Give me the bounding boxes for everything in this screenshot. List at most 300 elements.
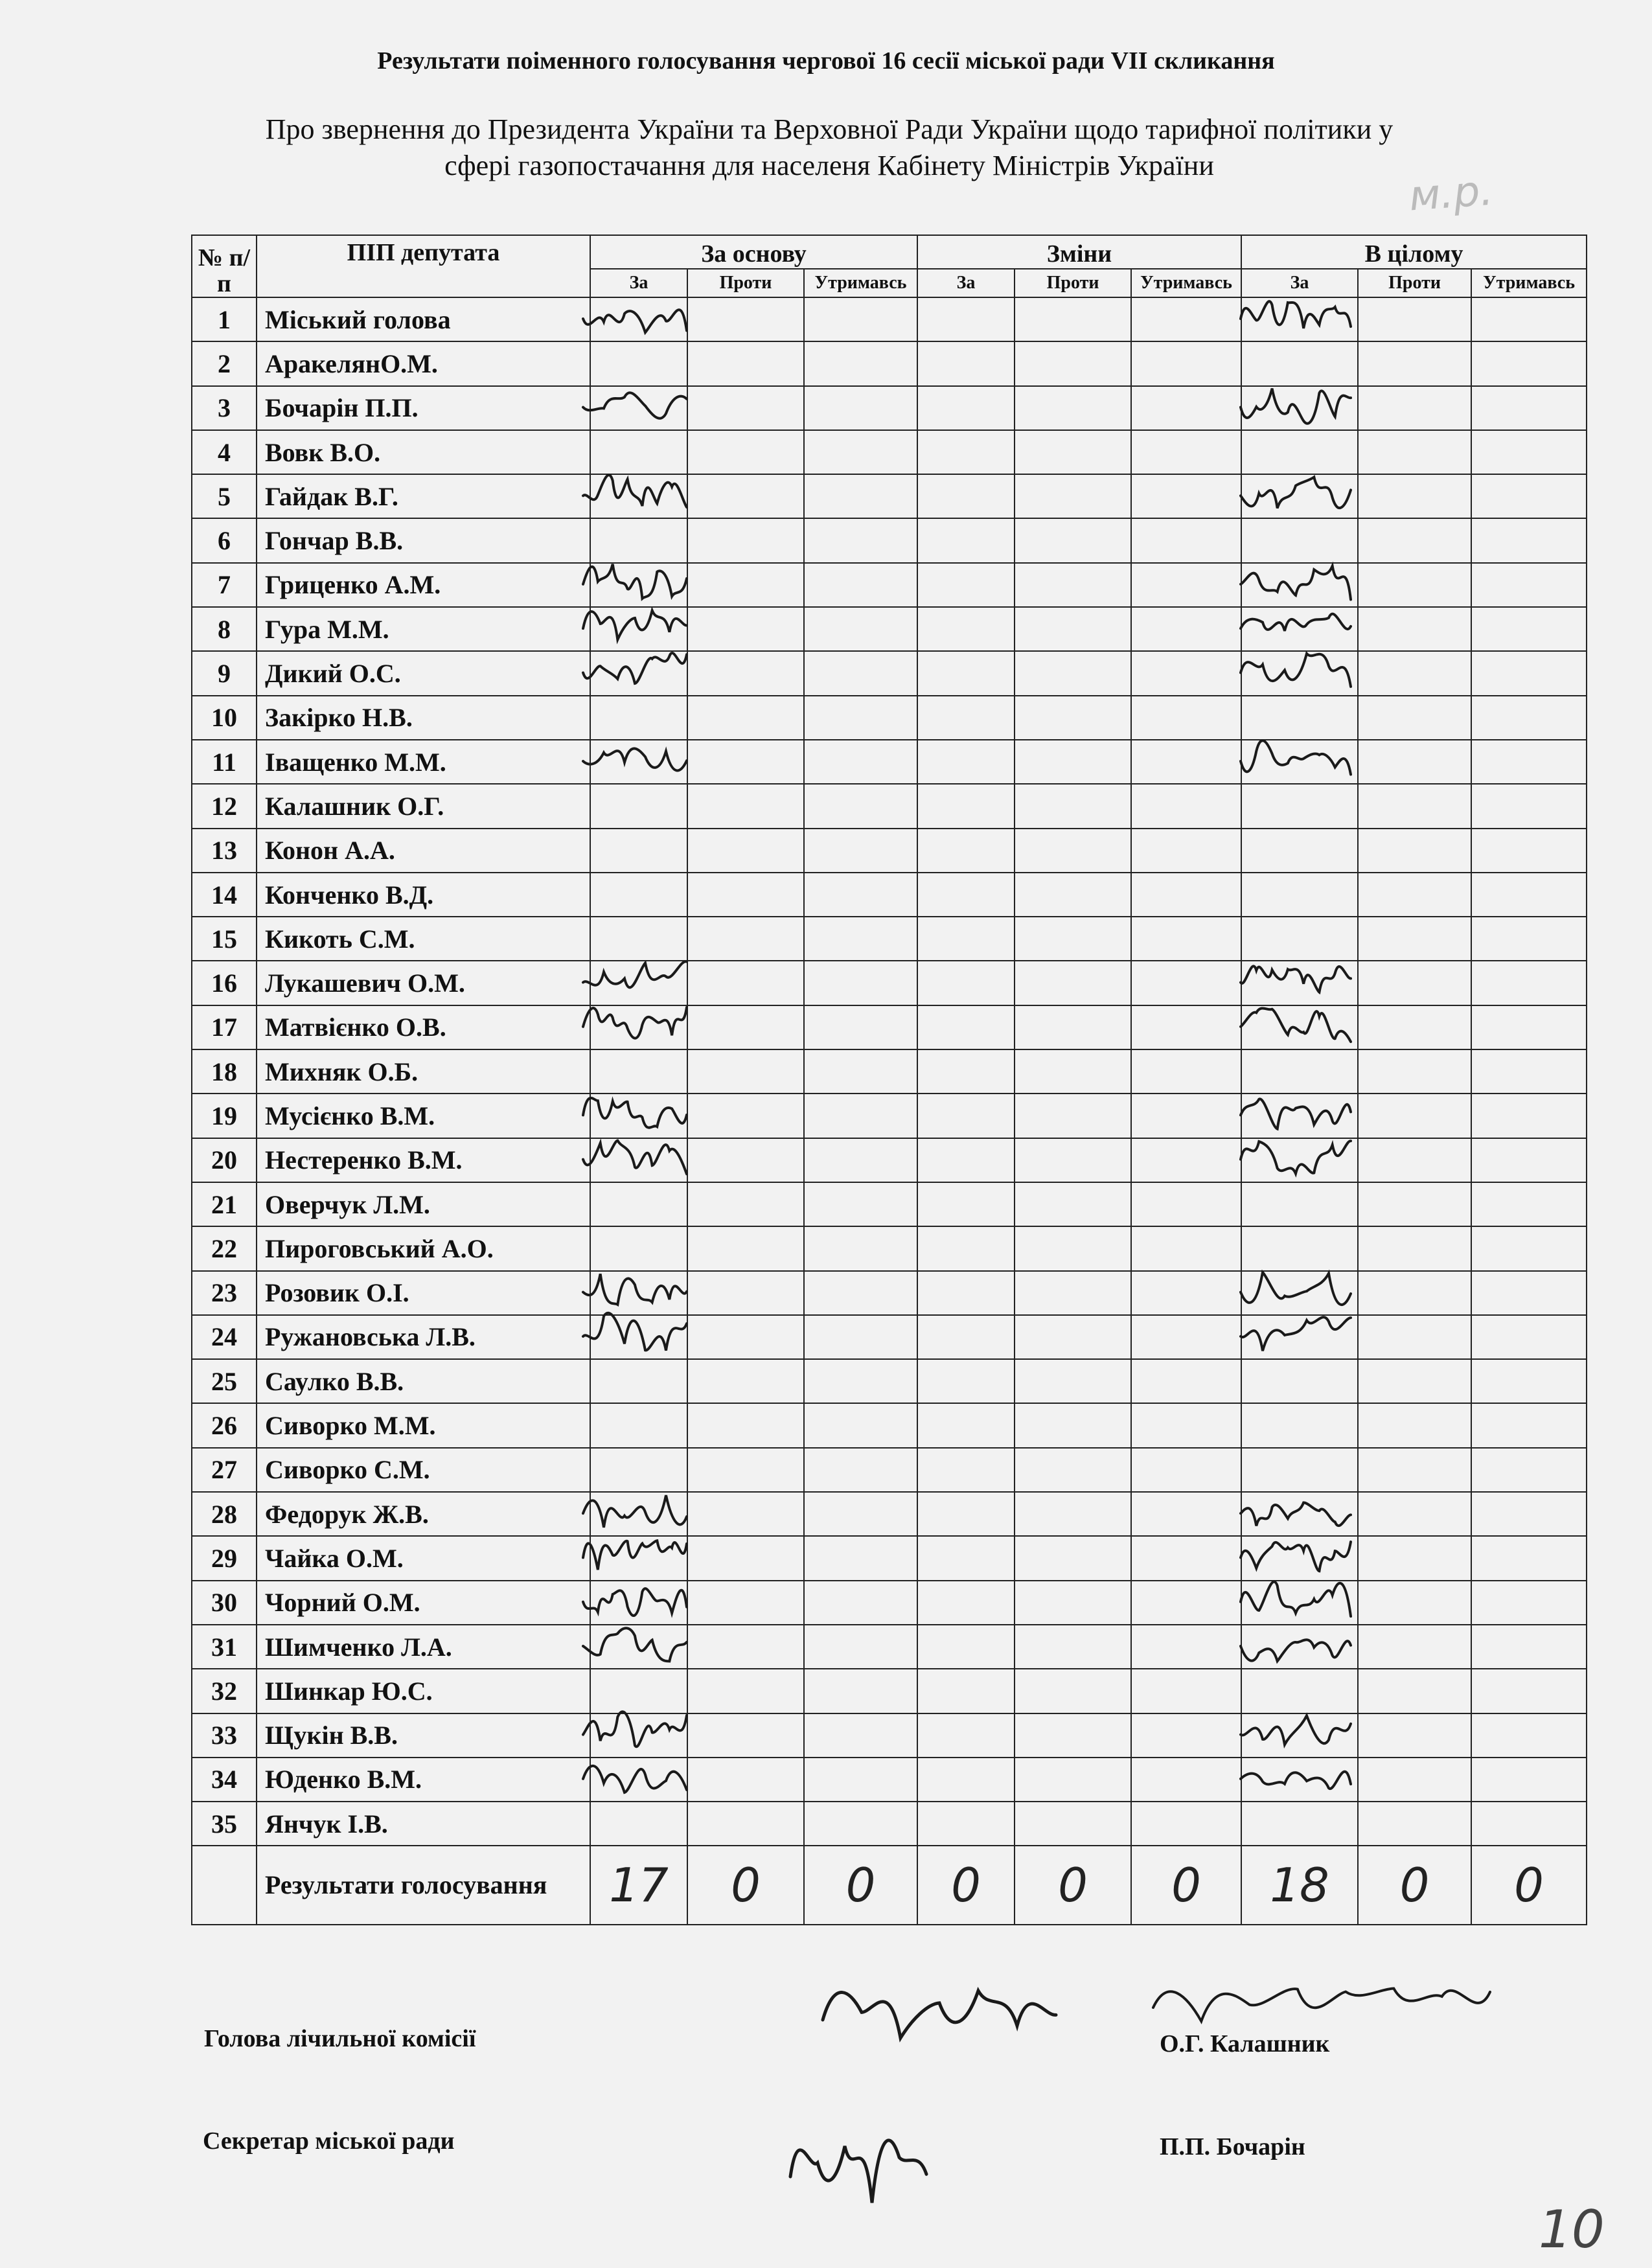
vote-cell [1241, 696, 1358, 740]
vote-cell [917, 873, 1015, 917]
vote-cell [1471, 1359, 1587, 1403]
deputy-name: Мусієнко В.М. [257, 1094, 590, 1138]
vote-cell [1131, 1315, 1241, 1359]
vote-cell [687, 386, 804, 430]
vote-cell [1241, 1713, 1358, 1758]
vote-cell [1471, 297, 1587, 341]
deputy-name: Шимченко Л.А. [257, 1625, 590, 1669]
vote-cell [1241, 740, 1358, 784]
vote-cell [1241, 1403, 1358, 1447]
vote-cell [917, 917, 1015, 961]
row-number: 1 [192, 297, 257, 341]
vote-cell [1471, 341, 1587, 385]
result-total: 0 [917, 1846, 1015, 1925]
deputy-name: Іващенко М.М. [257, 740, 590, 784]
deputy-name: Оверчук Л.М. [257, 1182, 590, 1226]
vote-cell [1241, 1359, 1358, 1403]
vote-cell [687, 563, 804, 607]
vote-cell [1471, 1536, 1587, 1580]
vote-cell [804, 829, 917, 873]
deputy-name: Лукашевич О.М. [257, 961, 590, 1005]
table-row [192, 740, 1587, 784]
vote-cell [1241, 1138, 1358, 1182]
vote-cell [1358, 1226, 1471, 1270]
vote-cell [917, 829, 1015, 873]
vote-cell [1471, 563, 1587, 607]
vote-cell [687, 784, 804, 828]
vote-cell [687, 1403, 804, 1447]
deputy-name: Ружановська Л.В. [257, 1315, 590, 1359]
vote-cell [1358, 1802, 1471, 1846]
vote-cell [590, 430, 687, 474]
vote-cell [590, 1758, 687, 1802]
vote-cell [917, 651, 1015, 695]
secretary-label: Секретар міської ради [203, 2127, 455, 2155]
table-row [192, 696, 1587, 740]
vote-cell [590, 1049, 687, 1094]
row-number: 31 [192, 1625, 257, 1669]
vote-cell [804, 1138, 917, 1182]
row-number: 10 [192, 696, 257, 740]
vote-cell [1471, 1625, 1587, 1669]
vote-cell [1471, 1049, 1587, 1094]
vote-cell [1241, 1536, 1358, 1580]
table-row [192, 1138, 1587, 1182]
vote-cell [590, 961, 687, 1005]
sub-header-utrymavs: Утримавсь [804, 269, 917, 297]
vote-cell [687, 1536, 804, 1580]
vote-cell [1471, 740, 1587, 784]
deputy-name: Міський голова [257, 297, 590, 341]
vote-cell [1131, 784, 1241, 828]
vote-cell [1131, 1713, 1241, 1758]
vote-cell [1358, 518, 1471, 562]
table-row [192, 1758, 1587, 1802]
vote-cell [1131, 474, 1241, 518]
result-total: 0 [804, 1846, 917, 1925]
deputy-name: Розовик О.І. [257, 1271, 590, 1315]
vote-cell [1015, 740, 1131, 784]
vote-cell [1015, 518, 1131, 562]
table-row [192, 1403, 1587, 1447]
vote-cell [1358, 1403, 1471, 1447]
vote-cell [917, 1802, 1015, 1846]
vote-cell [1358, 1138, 1471, 1182]
vote-cell [1471, 961, 1587, 1005]
row-number: 18 [192, 1049, 257, 1094]
vote-cell [804, 1669, 917, 1713]
vote-cell [1015, 1315, 1131, 1359]
table-row [192, 1094, 1587, 1138]
vote-cell [804, 1625, 917, 1669]
vote-cell [1241, 1094, 1358, 1138]
vote-cell [1358, 386, 1471, 430]
sub-header-utrymavs: Утримавсь [1471, 269, 1587, 297]
vote-cell [590, 1182, 687, 1226]
vote-cell [1471, 1581, 1587, 1625]
vote-cell [1131, 1359, 1241, 1403]
vote-cell [1131, 1403, 1241, 1447]
sub-header-proty: Проти [1358, 269, 1471, 297]
vote-cell [1471, 1448, 1587, 1492]
vote-cell [1241, 518, 1358, 562]
vote-cell [1131, 1005, 1241, 1049]
subtitle-line-2: сфері газопостачання для населеня Кабінету Міністрів України [444, 150, 1214, 181]
vote-cell [687, 1271, 804, 1315]
table-row [192, 1802, 1587, 1846]
vote-cell [1131, 696, 1241, 740]
result-empty-cell [192, 1846, 257, 1925]
vote-cell [1131, 563, 1241, 607]
vote-cell [687, 651, 804, 695]
col-header-name: ПІП депутата [257, 235, 590, 297]
vote-cell [1015, 917, 1131, 961]
vote-cell [917, 474, 1015, 518]
vote-cell [1358, 917, 1471, 961]
vote-cell [1131, 386, 1241, 430]
vote-cell [590, 1226, 687, 1270]
row-number: 29 [192, 1536, 257, 1580]
vote-cell [1015, 1226, 1131, 1270]
vote-cell [1358, 1049, 1471, 1094]
vote-cell [1015, 1758, 1131, 1802]
vote-cell [687, 740, 804, 784]
vote-cell [1131, 1669, 1241, 1713]
vote-cell [687, 1182, 804, 1226]
vote-cell [1015, 784, 1131, 828]
vote-cell [590, 474, 687, 518]
vote-cell [1241, 1492, 1358, 1536]
deputy-name: Гура М.М. [257, 607, 590, 651]
vote-cell [804, 1713, 917, 1758]
row-number: 34 [192, 1758, 257, 1802]
vote-cell [1358, 740, 1471, 784]
row-number: 13 [192, 829, 257, 873]
vote-cell [1131, 1581, 1241, 1625]
vote-cell [917, 1669, 1015, 1713]
vote-cell [590, 1625, 687, 1669]
table-row [192, 1005, 1587, 1049]
vote-cell [1131, 1182, 1241, 1226]
vote-cell [917, 784, 1015, 828]
vote-cell [1471, 1271, 1587, 1315]
vote-cell [917, 1049, 1015, 1094]
vote-cell [804, 518, 917, 562]
vote-cell [1015, 474, 1131, 518]
vote-cell [687, 1005, 804, 1049]
vote-cell [1015, 1094, 1131, 1138]
chair-name: О.Г. Калашник [1160, 2030, 1330, 2057]
vote-cell [804, 474, 917, 518]
vote-cell [590, 386, 687, 430]
row-number: 28 [192, 1492, 257, 1536]
vote-cell [1241, 1271, 1358, 1315]
document-title: Результати поіменного голосування чергової 16 сесії міської ради VII скликання [377, 47, 1275, 74]
vote-cell [1358, 651, 1471, 695]
result-total: 0 [1131, 1846, 1241, 1925]
vote-cell [1131, 1492, 1241, 1536]
vote-cell [1131, 873, 1241, 917]
result-total: 0 [1358, 1846, 1471, 1925]
vote-cell [917, 1625, 1015, 1669]
vote-cell [1241, 1625, 1358, 1669]
vote-cell [687, 607, 804, 651]
vote-cell [687, 829, 804, 873]
vote-cell [590, 829, 687, 873]
table-row [192, 1049, 1587, 1094]
vote-cell [804, 1005, 917, 1049]
vote-cell [1358, 1005, 1471, 1049]
vote-cell [1471, 1138, 1587, 1182]
vote-cell [804, 1049, 917, 1094]
row-number: 24 [192, 1315, 257, 1359]
row-number: 32 [192, 1669, 257, 1713]
vote-cell [804, 1581, 917, 1625]
vote-cell [1015, 961, 1131, 1005]
vote-cell [590, 1802, 687, 1846]
vote-cell [917, 1005, 1015, 1049]
deputy-name: Сиворко С.М. [257, 1448, 590, 1492]
deputy-name: АракелянО.М. [257, 341, 590, 385]
vote-cell [1015, 1138, 1131, 1182]
row-number: 12 [192, 784, 257, 828]
vote-cell [804, 297, 917, 341]
vote-cell [1015, 1049, 1131, 1094]
vote-cell [1471, 607, 1587, 651]
vote-cell [1471, 1802, 1587, 1846]
vote-cell [1241, 297, 1358, 341]
sub-header-za: За [590, 269, 687, 297]
vote-cell [687, 1094, 804, 1138]
vote-cell [1241, 873, 1358, 917]
vote-cell [804, 784, 917, 828]
row-number: 27 [192, 1448, 257, 1492]
table-row [192, 651, 1587, 695]
vote-cell [1471, 1492, 1587, 1536]
vote-cell [1358, 341, 1471, 385]
vote-cell [917, 341, 1015, 385]
vote-cell [1358, 430, 1471, 474]
deputy-name: Калашник О.Г. [257, 784, 590, 828]
vote-cell [1131, 1536, 1241, 1580]
vote-cell [804, 1359, 917, 1403]
document-subtitle [214, 111, 1445, 184]
vote-cell [917, 430, 1015, 474]
vote-cell [1015, 1271, 1131, 1315]
row-number: 11 [192, 740, 257, 784]
vote-cell [590, 518, 687, 562]
table-row [192, 1448, 1587, 1492]
vote-cell [590, 563, 687, 607]
vote-cell [1241, 607, 1358, 651]
vote-cell [804, 1182, 917, 1226]
vote-cell [1241, 1581, 1358, 1625]
group-header-changes: Зміни [917, 235, 1241, 269]
vote-cell [590, 1359, 687, 1403]
vote-cell [1358, 474, 1471, 518]
row-number: 25 [192, 1359, 257, 1403]
row-number: 7 [192, 563, 257, 607]
vote-cell [1131, 607, 1241, 651]
vote-cell [1131, 1802, 1241, 1846]
vote-cell [1471, 386, 1587, 430]
row-number: 21 [192, 1182, 257, 1226]
vote-cell [1015, 696, 1131, 740]
vote-cell [804, 563, 917, 607]
table-row [192, 829, 1587, 873]
vote-cell [687, 917, 804, 961]
vote-cell [1131, 1094, 1241, 1138]
vote-cell [687, 1049, 804, 1094]
vote-cell [1241, 784, 1358, 828]
row-number: 9 [192, 651, 257, 695]
vote-cell [917, 1713, 1015, 1758]
vote-cell [917, 518, 1015, 562]
row-number: 22 [192, 1226, 257, 1270]
deputy-name: Конон А.А. [257, 829, 590, 873]
vote-cell [590, 1536, 687, 1580]
vote-cell [590, 784, 687, 828]
deputy-name: Закірко Н.В. [257, 696, 590, 740]
table-row [192, 1359, 1587, 1403]
row-number: 23 [192, 1271, 257, 1315]
vote-cell [1241, 563, 1358, 607]
vote-cell [1241, 1049, 1358, 1094]
table-row [192, 1226, 1587, 1270]
vote-cell [804, 1094, 917, 1138]
vote-cell [1241, 1315, 1358, 1359]
vote-cell [687, 1492, 804, 1536]
vote-cell [917, 1581, 1015, 1625]
table-row [192, 1492, 1587, 1536]
vote-cell [1015, 386, 1131, 430]
deputy-name: Сиворко М.М. [257, 1403, 590, 1447]
table-row [192, 607, 1587, 651]
vote-cell [590, 341, 687, 385]
vote-cell [687, 1359, 804, 1403]
vote-cell [804, 341, 917, 385]
deputy-name: Конченко В.Д. [257, 873, 590, 917]
deputy-name: Нестеренко В.М. [257, 1138, 590, 1182]
vote-cell [804, 1403, 917, 1447]
vote-cell [1131, 651, 1241, 695]
vote-cell [917, 1138, 1015, 1182]
vote-cell [1131, 430, 1241, 474]
vote-cell [1471, 1094, 1587, 1138]
vote-cell [1471, 430, 1587, 474]
vote-cell [804, 1271, 917, 1315]
vote-cell [1131, 297, 1241, 341]
vote-cell [1358, 1758, 1471, 1802]
vote-cell [1358, 961, 1471, 1005]
vote-cell [1471, 1315, 1587, 1359]
row-number: 5 [192, 474, 257, 518]
vote-cell [1131, 1271, 1241, 1315]
vote-cell [804, 1536, 917, 1580]
vote-cell [1471, 518, 1587, 562]
deputy-name: Гайдак В.Г. [257, 474, 590, 518]
vote-cell [1241, 1669, 1358, 1713]
vote-cell [917, 1403, 1015, 1447]
vote-cell [1241, 1802, 1358, 1846]
group-header-whole: В цілому [1241, 235, 1587, 269]
vote-cell [687, 1802, 804, 1846]
vote-cell [917, 1359, 1015, 1403]
vote-cell [1358, 563, 1471, 607]
sub-header-proty: Проти [1015, 269, 1131, 297]
sub-header-proty: Проти [687, 269, 804, 297]
vote-cell [687, 1625, 804, 1669]
table-row [192, 386, 1587, 430]
deputy-name: Юденко В.М. [257, 1758, 590, 1802]
vote-cell [1241, 386, 1358, 430]
vote-cell [1358, 297, 1471, 341]
vote-cell [1241, 474, 1358, 518]
vote-cell [590, 1005, 687, 1049]
vote-cell [1015, 1802, 1131, 1846]
vote-cell [917, 1536, 1015, 1580]
vote-cell [1241, 651, 1358, 695]
row-number: 26 [192, 1403, 257, 1447]
table-row [192, 784, 1587, 828]
vote-cell [1241, 1448, 1358, 1492]
vote-cell [1241, 1182, 1358, 1226]
vote-cell [1471, 1182, 1587, 1226]
vote-cell [590, 1713, 687, 1758]
result-total: 18 [1241, 1846, 1358, 1925]
row-number: 3 [192, 386, 257, 430]
vote-cell [1241, 1758, 1358, 1802]
vote-cell [1241, 1005, 1358, 1049]
deputy-name: Михняк О.Б. [257, 1049, 590, 1094]
vote-cell [1015, 651, 1131, 695]
secretary-signature [790, 2140, 926, 2203]
vote-cell [1131, 1138, 1241, 1182]
vote-cell [804, 386, 917, 430]
vote-cell [917, 386, 1015, 430]
vote-cell [1015, 1713, 1131, 1758]
table-row [192, 1625, 1587, 1669]
vote-cell [1358, 1713, 1471, 1758]
member-signature [1153, 1989, 1490, 2022]
vote-cell [1131, 961, 1241, 1005]
table-row [192, 297, 1587, 341]
vote-cell [1358, 1271, 1471, 1315]
vote-cell [1358, 1094, 1471, 1138]
vote-cell [687, 518, 804, 562]
vote-cell [1241, 1226, 1358, 1270]
table-row [192, 1315, 1587, 1359]
table-row [192, 430, 1587, 474]
deputy-name: Гончар В.В. [257, 518, 590, 562]
vote-cell [1471, 1005, 1587, 1049]
vote-cell [687, 1669, 804, 1713]
vote-cell [1015, 1492, 1131, 1536]
vote-cell [1241, 961, 1358, 1005]
table-row [192, 1182, 1587, 1226]
group-header-basis: За основу [590, 235, 917, 269]
result-total: 0 [1471, 1846, 1587, 1925]
vote-cell [590, 1448, 687, 1492]
vote-cell [1131, 1049, 1241, 1094]
vote-cell [687, 1581, 804, 1625]
vote-cell [917, 1271, 1015, 1315]
vote-cell [590, 1581, 687, 1625]
vote-cell [1358, 1581, 1471, 1625]
vote-cell [590, 1271, 687, 1315]
row-number: 4 [192, 430, 257, 474]
vote-cell [804, 961, 917, 1005]
